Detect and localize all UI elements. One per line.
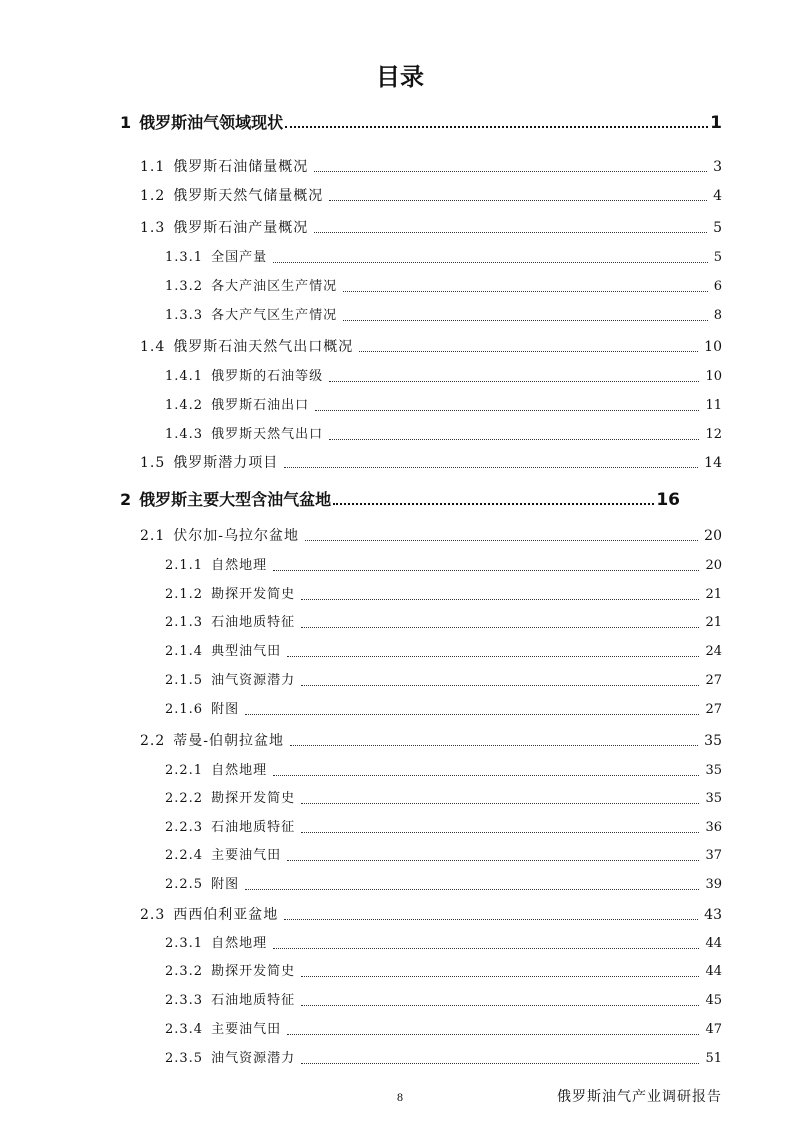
toc-entry-page-number: 45 [705,993,722,1008]
toc-entry-level-3[interactable] [165,789,722,809]
toc-entry-page-number: 27 [705,702,722,717]
toc-entry-number: 1.4.1 [165,369,204,384]
toc-entry-level-3[interactable] [165,425,722,445]
dot-leader [273,262,708,263]
toc-entry-level-3[interactable] [165,934,722,954]
toc-entry-number: 2.3.3 [165,993,204,1008]
toc-entry-page-number: 12 [705,427,722,442]
toc-entry-title: 俄罗斯油气领域现状 [139,113,284,132]
toc-entry-level-3[interactable] [165,613,722,633]
toc-entry-level-3[interactable] [165,700,722,720]
toc-entry-page-number: 14 [704,455,722,471]
dot-leader [301,627,699,628]
dot-leader [315,410,699,411]
toc-entry-title: 油气资源潜力 [211,1051,296,1066]
toc-entry-number: 1 [120,113,132,132]
toc-entry-level-3[interactable] [165,277,722,297]
toc-entry-page-number: 39 [705,877,722,892]
toc-entry-title: 勘探开发简史 [211,587,296,602]
toc-entry-level-3[interactable] [165,991,722,1011]
dot-leader [273,570,699,571]
toc-entry-number: 2 [120,490,132,509]
dot-leader [301,976,699,977]
toc-entry-number: 1.1 [140,159,166,175]
toc-entry-title: 主要油气田 [211,1022,282,1037]
page-title: 目录 [376,63,424,91]
dot-leader [285,126,708,128]
toc-entry-title: 各大产气区生产情况 [211,308,338,323]
toc-entry-page-number: 11 [705,398,722,413]
toc-entry-page-number: 21 [705,615,722,630]
toc-entry-title: 附图 [211,877,240,892]
toc-entry-number: 2.3.5 [165,1051,204,1066]
toc-entry-title: 石油地质特征 [211,615,296,630]
toc-entry-number: 1.5 [140,455,166,471]
footer-report-name: 俄罗斯油气产业调研报告 [557,1089,722,1105]
toc-entry-level-3[interactable] [165,846,722,866]
toc-entry-title: 各大产油区生产情况 [211,279,338,294]
toc-entry-title: 勘探开发简史 [211,791,296,806]
toc-entry-title: 自然地理 [211,936,268,951]
toc-entry-page-number: 21 [705,587,722,602]
dot-leader [301,685,699,686]
toc-entry-page-number: 5 [713,250,722,265]
dot-leader [284,919,698,920]
toc-entry-page-number: 35 [704,733,722,749]
toc-entry-number: 2.3.2 [165,964,204,979]
toc-entry-number: 2.2.2 [165,791,204,806]
toc-entry-level-2[interactable] [140,905,722,925]
toc-entry-level-3[interactable] [165,761,722,781]
toc-entry-level-3[interactable] [165,875,722,895]
toc-entry-level-1[interactable] [120,490,680,510]
toc-entry-page-number: 43 [704,907,722,923]
toc-entry-title: 蒂曼-伯朝拉盆地 [173,733,284,749]
toc-entry-level-3[interactable] [165,818,722,838]
toc-entry-page-number: 4 [713,188,722,204]
toc-entry-title: 俄罗斯石油出口 [211,398,310,413]
dot-leader [305,540,698,541]
toc-entry-level-3[interactable] [165,585,722,605]
toc-entry-level-3[interactable] [165,396,722,416]
toc-entry-level-2[interactable] [140,218,722,238]
toc-entry-level-2[interactable] [140,453,722,473]
dot-leader [301,599,699,600]
toc-entry-level-2[interactable] [140,526,722,546]
toc-entry-title: 石油地质特征 [211,820,296,835]
toc-entry-page-number: 51 [705,1051,722,1066]
toc-entry-page-number: 44 [705,936,722,951]
toc-entry-number: 1.4.2 [165,398,204,413]
toc-entry-level-3[interactable] [165,556,722,576]
toc-entry-level-3[interactable] [165,306,722,326]
toc-entry-page-number: 20 [705,558,722,573]
toc-entry-title: 典型油气田 [211,644,282,659]
toc-entry-page-number: 36 [705,820,722,835]
toc-entry-number: 2.2.3 [165,820,204,835]
dot-leader [290,745,698,746]
toc-entry-title: 油气资源潜力 [211,673,296,688]
toc-entry-title: 自然地理 [211,763,268,778]
toc-entry-page-number: 8 [713,308,722,323]
toc-entry-level-3[interactable] [165,642,722,662]
toc-entry-title: 俄罗斯主要大型含油气盆地 [139,490,332,509]
toc-entry-title: 俄罗斯石油储量概况 [173,159,309,175]
toc-entry-number: 2.1.6 [165,702,204,717]
dot-leader [301,803,699,804]
toc-entry-level-3[interactable] [165,671,722,691]
toc-entry-page-number: 47 [705,1022,722,1037]
dot-leader [301,832,699,833]
dot-leader [287,1034,699,1035]
toc-entry-title: 俄罗斯石油天然气出口概况 [173,339,354,355]
toc-entry-page-number: 3 [713,159,722,175]
dot-leader [245,889,699,890]
toc-entry-page-number: 35 [705,763,722,778]
toc-entry-number: 1.2 [140,188,166,204]
dot-leader [314,232,707,233]
dot-leader [343,291,708,292]
toc-entry-page-number: 10 [705,369,722,384]
toc-entry-title: 西西伯利亚盆地 [173,907,279,923]
toc-entry-level-3[interactable] [165,962,722,982]
toc-entry-page-number: 27 [705,673,722,688]
toc-entry-page-number: 44 [705,964,722,979]
dot-leader [301,1005,699,1006]
toc-entry-page-number: 10 [704,339,722,355]
toc-entry-level-2[interactable] [140,186,722,206]
dot-leader [273,775,699,776]
toc-entry-title: 伏尔加-乌拉尔盆地 [173,528,299,544]
toc-entry-page-number: 24 [705,644,722,659]
toc-entry-number: 1.3.2 [165,279,204,294]
toc-entry-level-3[interactable] [165,367,722,387]
toc-entry-page-number: 6 [713,279,722,294]
dot-leader [245,714,699,715]
toc-entry-level-3[interactable] [165,1049,722,1069]
toc-entry-number: 1.3.3 [165,308,204,323]
toc-entry-number: 2.2.4 [165,848,204,863]
toc-entry-page-number: 1 [710,113,722,133]
dot-leader [343,320,708,321]
toc-entry-title: 石油地质特征 [211,993,296,1008]
dot-leader [329,200,707,201]
toc-entry-number: 2.3.4 [165,1022,204,1037]
toc-entry-title: 主要油气田 [211,848,282,863]
dot-leader [333,503,654,505]
dot-leader [359,351,698,352]
toc-entry-number: 2.1.5 [165,673,204,688]
dot-leader [301,1063,699,1064]
toc-entry-number: 1.4.3 [165,427,204,442]
toc-entry-number: 2.1.3 [165,615,204,630]
toc-entry-title: 勘探开发简史 [211,964,296,979]
toc-entry-number: 1.3 [140,220,166,236]
toc-entry-page-number: 37 [705,848,722,863]
dot-leader [329,439,699,440]
toc-entry-level-2[interactable] [140,731,722,751]
toc-entry-number: 2.3.1 [165,936,204,951]
toc-entry-number: 2.2.5 [165,877,204,892]
toc-entry-level-3[interactable] [165,248,722,268]
toc-entry-title: 附图 [211,702,240,717]
dot-leader [329,381,699,382]
toc-entry-title: 俄罗斯石油产量概况 [173,220,309,236]
toc-entry-title: 俄罗斯天然气储量概况 [173,188,324,204]
dot-leader [284,467,698,468]
toc-entry-title: 自然地理 [211,558,268,573]
dot-leader [273,948,699,949]
toc-entry-number: 2.1 [140,528,166,544]
dot-leader [314,171,707,172]
dot-leader [287,656,699,657]
toc-entry-page-number: 16 [656,490,680,510]
toc-entry-page-number: 20 [704,528,722,544]
toc-entry-level-2[interactable] [140,157,722,177]
toc-entry-number: 2.2 [140,733,166,749]
toc-entry-page-number: 35 [705,791,722,806]
dot-leader [287,860,699,861]
toc-entry-title: 俄罗斯的石油等级 [211,369,324,384]
toc-entry-page-number: 5 [713,220,722,236]
toc-entry-level-3[interactable] [165,1020,722,1040]
toc-entry-number: 1.3.1 [165,250,204,265]
toc-entry-number: 2.1.4 [165,644,204,659]
footer-page-number: 8 [397,1090,403,1104]
toc-entry-number: 2.2.1 [165,763,204,778]
toc-entry-number: 2.1.1 [165,558,204,573]
toc-entry-number: 1.4 [140,339,166,355]
toc-entry-level-1[interactable] [120,113,722,133]
toc-entry-title: 全国产量 [211,250,268,265]
toc-entry-title: 俄罗斯潜力项目 [173,455,279,471]
toc-entry-title: 俄罗斯天然气出口 [211,427,324,442]
toc-entry-level-2[interactable] [140,337,722,357]
toc-entry-number: 2.1.2 [165,587,204,602]
toc-entry-number: 2.3 [140,907,166,923]
